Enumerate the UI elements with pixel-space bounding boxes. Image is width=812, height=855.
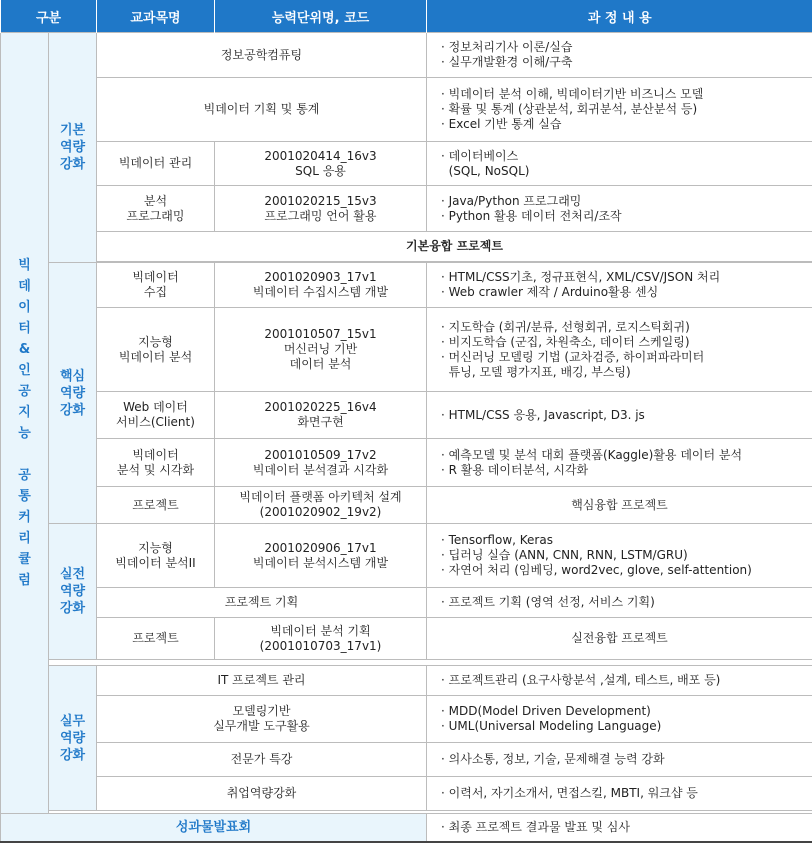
content-cell [427,392,812,439]
text-line: · 자연어 처리 (임베딩, word2vec, glove, self-attention) [441,563,752,577]
subject-cell [97,618,215,660]
text-line: 역량 [59,140,86,155]
subject-cell [97,666,427,696]
subject-cell [97,487,215,524]
unit-cell [215,142,427,186]
table-row [1,33,812,78]
table-row [1,439,812,487]
text-line: 핵심 [59,368,86,384]
table-row [1,392,812,439]
table-row [1,524,812,588]
text-line: 빅데이터 기획 및 통계 [203,102,320,116]
subject-cell [97,696,427,743]
text-line: · 실무개발환경 이해/구축 [441,55,573,69]
text-line: 빅데이터 플랫폼 아키텍처 설계 [239,490,402,504]
text-line: 2001020903_17v1 [264,270,377,284]
text-line: 빅데이터 분석결과 시각화 [252,462,389,477]
text-line: · R 활용 데이터분석, 시각화 [441,462,589,477]
header-subject: 교과목명 [97,0,215,33]
text-line: 화면구현 [297,415,344,429]
title-char: 커 [18,510,31,525]
title-char: 통 [18,489,31,504]
text-line: 2001020225_16v4 [264,400,377,414]
text-line: · UML(Universal Modeling Language) [441,719,662,733]
text-line: 프로그래밍 [126,208,185,223]
title-char: 지 [18,405,31,420]
subject-cell [97,743,427,777]
text-line: 강화 [59,601,86,616]
text-line: 데이터 분석 [289,357,352,371]
subject-cell [97,392,215,439]
text-line: 취업역량강화 [226,786,297,800]
unit-cell [215,392,427,439]
title-char: 인 [18,363,31,378]
text-line: · 머신러닝 모델링 기법 (교차검증, 하이퍼파라미터 [441,349,705,364]
final-label: 성과물발표회 [1,814,427,842]
content-cell [427,777,812,811]
title-char: 데 [18,279,31,294]
text-line: (SQL, NoSQL) [441,163,530,178]
subject-cell [97,524,215,588]
text-line: 프로그래밍 언어 활용 [264,208,377,223]
text-line: 강화 [59,157,86,172]
text-line: 강화 [59,747,86,763]
title-char: 럼 [18,573,31,588]
subject-cell [97,588,427,618]
content-cell [427,487,812,524]
unit-cell [215,308,427,392]
subject-cell [97,308,215,392]
text-line: 핵심융합 프로젝트 [571,497,668,512]
content-cell [427,618,812,660]
text-line: · 비지도학습 (군집, 차원축소, 데이터 스케일링) [441,334,690,349]
text-line: 정보공학컴퓨팅 [220,47,303,62]
content-cell [427,142,812,186]
content-cell [427,33,812,78]
table-row [1,487,812,524]
title-char: 능 [18,426,31,441]
header-gubun: 구분 [1,0,97,33]
unit-cell [215,439,427,487]
subject-cell [97,777,427,811]
table-row [1,308,812,392]
text-line: 머신러닝 기반 [283,342,358,356]
text-line: 프로젝트 기획 [224,595,299,609]
text-line: 지능형 [138,540,173,555]
unit-cell [215,487,427,524]
text-line: 빅데이터 관리 [118,156,193,170]
text-line: (2001020902_19v2) [259,505,382,519]
title-char: & [18,342,31,357]
text-line: 빅데이터 분석 [118,349,193,364]
text-line: 실전융합 프로젝트 [571,631,668,645]
table-row [1,777,812,811]
text-line: 프로젝트 [132,497,179,512]
text-line: · 프로젝트관리 (요구사항분석 ,설계, 테스트, 배포 등) [441,673,721,687]
text-line: · 이력서, 자기소개서, 면접스킬, MBTI, 워크샵 등 [441,786,698,800]
text-line: (2001010703_17v1) [259,638,382,653]
section-basic [49,33,97,263]
summary-basic-project [97,232,812,262]
text-line: 지능형 [138,334,173,349]
text-line: 2001020215_15v3 [264,193,377,208]
text-line: 모델링기반 [232,704,291,718]
content-cell [427,308,812,392]
text-line: 실전 [59,567,86,582]
unit-cell [215,186,427,232]
title-char: 빅 [18,258,31,273]
text-line: 2001010507_15v1 [264,327,377,341]
text-line: · 딥러닝 실습 (ANN, CNN, RNN, LSTM/GRU) [441,548,688,562]
content-cell [427,186,812,232]
content-cell [427,263,812,308]
title-char: 큘 [18,552,31,567]
title-char: 리 [18,531,31,546]
text-line: · Web crawler 제작 / Arduino활용 센싱 [441,285,659,299]
text-line: 빅데이터 분석II [115,555,196,570]
text-line: · Excel 기반 통계 실습 [441,117,562,131]
content-cell [427,588,812,618]
table-row [1,618,812,660]
text-line: · 프로젝트 기획 (영역 선정, 서비스 기획) [441,595,655,609]
text-line: · HTML/CSS 응용, Javascript, D3. js [441,407,645,422]
unit-cell [215,263,427,308]
title-char [1,444,48,465]
text-line: 기본융합 프로젝트 [406,239,503,253]
section-practical [49,524,97,660]
text-line: · MDD(Model Driven Development) [441,704,651,718]
title-char: 공 [18,468,31,483]
unit-cell [215,618,427,660]
text-line: IT 프로젝트 관리 [217,673,306,687]
text-line: · Tensorflow, Keras [441,533,553,547]
text-line: 역량 [59,730,86,746]
table-row [1,696,812,743]
text-line: 역량 [59,584,86,599]
subject-cell [97,439,215,487]
final-row [1,814,812,842]
table-row [1,263,812,308]
title-char: 이 [18,300,31,315]
subject-cell [97,142,215,186]
final-content: · 최종 프로젝트 결과물 발표 및 심사 [427,814,812,842]
text-line: 빅데이터 분석 기획 [270,623,371,638]
table-row [1,666,812,696]
title-char: 공 [18,384,31,399]
text-line: 튜닝, 모델 평가지표, 배깅, 부스팅) [441,364,631,379]
text-line: · 정보처리기사 이론/실습 [441,40,573,54]
table-row [1,186,812,232]
text-line: 프로젝트 [132,631,179,645]
text-line: 기본 [59,123,86,138]
subject-cell [97,186,215,232]
text-line: · 의사소통, 정보, 기술, 문제해결 능력 강화 [441,752,665,766]
text-line: 분석 및 시각화 [116,462,195,477]
text-line: · 지도학습 (회귀/분류, 선형회귀, 로지스틱회귀) [441,319,690,334]
content-cell [427,743,812,777]
content-cell [427,666,812,696]
text-line: 빅데이터 [132,447,179,462]
text-line: · 데이터베이스 [441,148,519,163]
text-line: · HTML/CSS기초, 정규표현식, XML/CSV/JSON 처리 [441,270,721,284]
text-line: 2001010509_17v2 [264,447,377,462]
header-row [1,0,812,33]
text-line: 수집 [143,285,168,299]
subject-cell [97,33,427,78]
text-line: · 확률 및 통계 (상관분석, 회귀분석, 분산분석 등) [441,102,698,116]
section-work [49,666,97,811]
program-title [1,33,49,814]
table-row [1,588,812,618]
subject-cell [97,263,215,308]
text-line: 빅데이터 수집시스템 개발 [252,285,389,299]
header-unit: 능력단위명, 코드 [215,0,427,33]
title-char: 터 [18,321,31,336]
text-line: 빅데이터 [132,270,179,284]
text-line: 빅데이터 분석시스템 개발 [252,555,389,570]
subject-cell [97,78,427,142]
text-line: 분석 [143,193,168,208]
text-line: · Java/Python 프로그래밍 [441,193,582,208]
text-line: 실무개발 도구활용 [213,719,310,733]
table-row [1,78,812,142]
text-line: 전문가 특강 [230,752,293,766]
unit-cell [215,524,427,588]
content-cell [427,696,812,743]
text-line: 2001020414_16v3 [264,148,377,163]
text-line: 2001020906_17v1 [264,540,377,555]
text-line: · 예측모델 및 분석 대회 플랫폼(Kaggle)활용 데이터 분석 [441,447,743,462]
content-cell [427,439,812,487]
text-line: · 빅데이터 분석 이해, 빅데이터기반 비즈니스 모델 [441,87,704,101]
content-cell [427,78,812,142]
text-line: Web 데이터 [123,400,188,414]
table-row [1,232,812,262]
content-cell [427,524,812,588]
text-line: · Python 활용 데이터 전처리/조작 [441,208,622,223]
text-line: 역량 [59,385,86,401]
header-content: 과 정 내 용 [427,0,812,33]
table-row [1,142,812,186]
section-core [49,263,97,524]
table-row [1,743,812,777]
text-line: 실무 [59,713,86,729]
text-line: 강화 [59,402,86,418]
text-line: 서비스(Client) [116,415,195,429]
text-line: SQL 응용 [295,163,346,178]
